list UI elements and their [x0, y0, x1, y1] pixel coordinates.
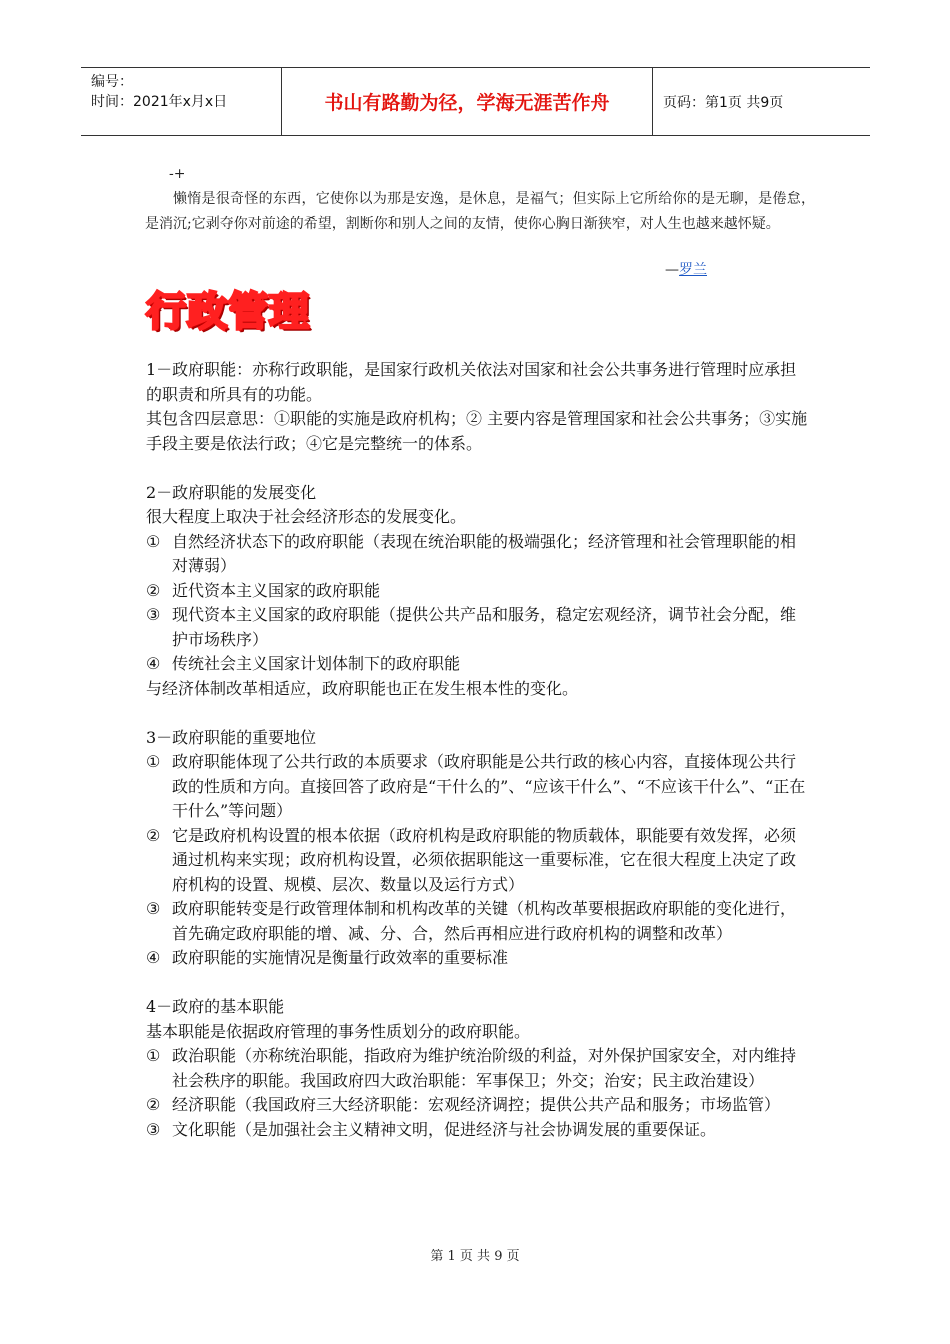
list-item: [146, 603, 810, 652]
header-page-code: 页码：第1页 共9页: [663, 94, 784, 111]
quote-dash: —: [665, 262, 679, 278]
item-text: 政治职能（亦称统治职能，指政府为维护统治阶级的利益，对外保护国家安全，对内维持社会秩序的职能。我国政府四大政治职能：军事保卫；外交；治安；民主政治建设）: [172, 1046, 797, 1090]
s4-intro: 基本职能是依据政府管理的事务性质划分的政府职能。: [146, 1021, 531, 1041]
item-text: 政府职能的实施情况是衡量行政效率的重要标准: [172, 948, 509, 967]
s1-line1: 1－政府职能：亦称行政职能，是国家行政机关依法对国家和社会公共事务进行管理时应承担的职责和所具有的功能。: [146, 360, 797, 404]
quote-author-link[interactable]: 罗兰: [679, 262, 707, 278]
list-item: [146, 652, 810, 677]
s2-intro: 很大程度上取决于社会经济形态的发展变化。: [146, 507, 467, 526]
item-number: ①: [146, 1046, 161, 1065]
item-number: ③: [146, 1119, 161, 1139]
list-item: [146, 897, 810, 946]
item-text: 政府职能体现了公共行政的本质要求（政府职能是公共行政的核心内容，直接体现公共行政的性质和方向。直接回答了政府是“干什么的”、“应该干什么”、“不应该干什么”、“正在干什么”等问题）: [172, 752, 806, 820]
item-number: ④: [146, 654, 161, 673]
item-number: ②: [146, 580, 161, 600]
list-item: [146, 1118, 810, 1143]
quote-mark: -+: [169, 166, 186, 182]
header-meta: [81, 68, 282, 135]
item-number: ③: [146, 605, 161, 624]
s4-heading: 4－政府的基本职能: [146, 997, 285, 1016]
item-text: 现代资本主义国家的政府职能（提供公共产品和服务，稳定宏观经济，调节社会分配，维护市场秩序）: [172, 605, 797, 649]
list-item: [146, 824, 810, 898]
list-item: [146, 579, 810, 604]
item-text: 政府职能转变是行政管理体制和机构改革的关键（机构改革要根据政府职能的变化进行，首先确定政府职能的增、减、分、合，然后再相应进行政府机构的调整和改革）: [172, 899, 797, 943]
time-label: 时间：2021年x月x日: [91, 94, 228, 110]
number-label: 编号：: [91, 74, 133, 90]
item-text: 传统社会主义国家计划体制下的政府职能: [172, 654, 461, 673]
item-number: ③: [146, 899, 161, 918]
list-item: [146, 530, 810, 579]
item-number: ①: [146, 752, 161, 771]
item-text: 自然经济状态下的政府职能（表现在统治职能的极端强化；经济管理和社会管理职能的相对薄弱）: [172, 531, 797, 575]
item-number: ②: [146, 1095, 161, 1114]
quote-block: [145, 162, 815, 278]
header-motto: 书山有路勤为径，学海无涯苦作舟: [282, 68, 653, 135]
page-header: [81, 67, 870, 136]
page-footer: 第 1 页 共 9 页: [430, 1249, 520, 1264]
list-item: [146, 946, 810, 971]
s2-heading: 2－政府职能的发展变化: [146, 482, 317, 502]
list-item: [146, 1044, 810, 1093]
document-body: [146, 358, 810, 1142]
list-item: [146, 1093, 810, 1118]
page-title: 行政管理: [146, 289, 310, 335]
quote-author: [665, 258, 707, 283]
item-text: 文化职能（是加强社会主义精神文明，促进经济与社会协调发展的重要保证。: [172, 1119, 717, 1139]
item-text: 它是政府机构设置的根本依据（政府机构是政府职能的物质载体，职能要有效发挥，必须通过机构来实现；政府机构设置，必须依据职能这一重要标准，它在很大程度上决定了政府机构的设置、规模、层次、数量以及运行方式）: [172, 825, 797, 894]
item-number: ②: [146, 825, 161, 845]
item-number: ④: [146, 948, 161, 967]
item-text: 近代资本主义国家的政府职能: [172, 580, 381, 600]
item-text: 经济职能（我国政府三大经济职能：宏观经济调控；提供公共产品和服务；市场监管）: [172, 1095, 781, 1114]
s3-heading: 3－政府职能的重要地位: [146, 727, 317, 747]
s2-outro: 与经济体制改革相适应，政府职能也正在发生根本性的变化。: [146, 678, 579, 698]
s1-line2: 其包含四层意思：①职能的实施是政府机构；② 主要内容是管理国家和社会公共事务；③实施手段主要是依法行政；④它是完整统一的体系。: [146, 409, 808, 453]
quote-text: 懒惰是很奇怪的东西，它使你以为那是安逸，是休息，是福气；但实际上它所给你的是无聊，是倦怠，是消沉;它剥夺你对前途的希望，割断你和别人之间的友情，使你心胸日渐狭窄，对人生也越来越怀疑。: [145, 191, 815, 232]
item-number: ①: [146, 531, 161, 551]
list-item: [146, 750, 810, 824]
